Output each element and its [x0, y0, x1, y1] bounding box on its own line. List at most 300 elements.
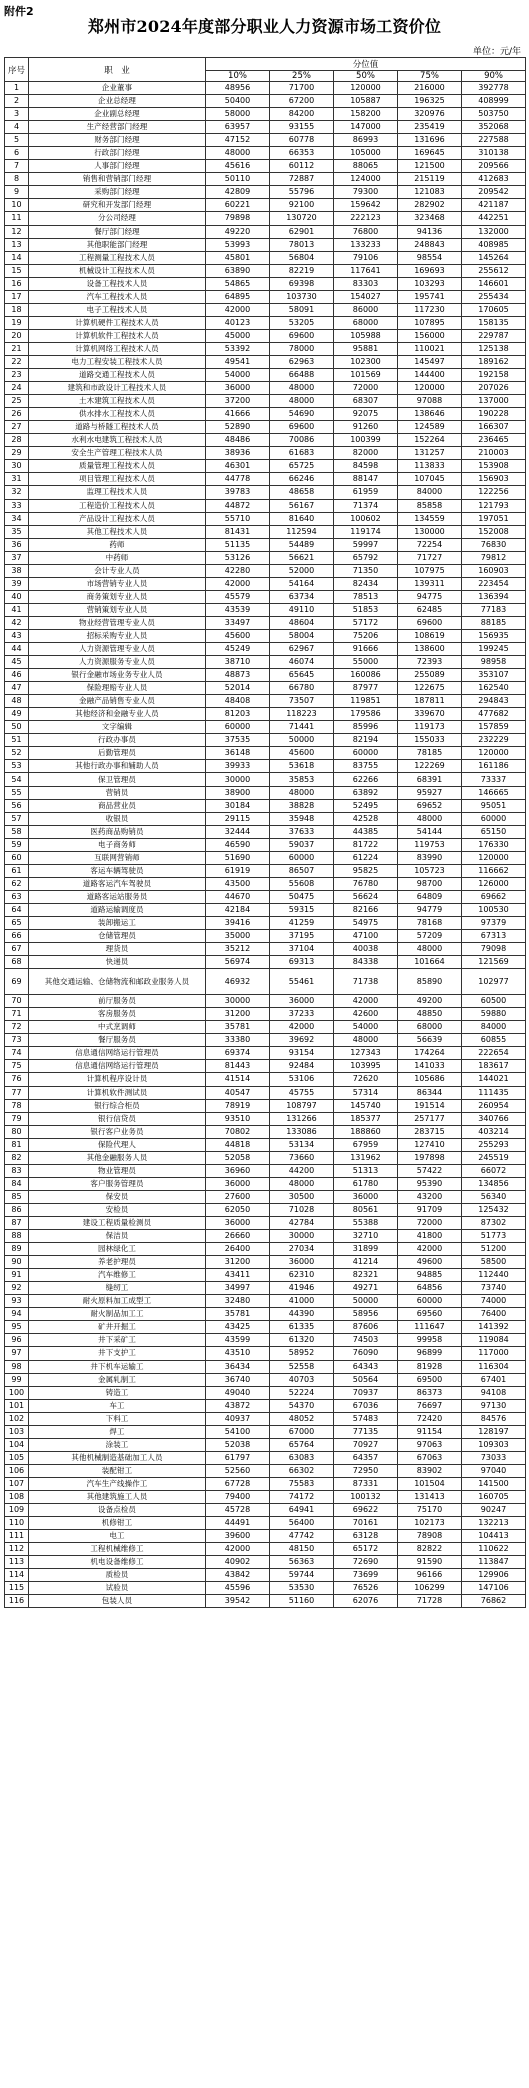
wage-p50: 84598 [334, 460, 398, 473]
occupation-name: 银行客户业务员 [29, 1125, 206, 1138]
table-row [5, 1073, 526, 1086]
table-row [5, 917, 526, 930]
wage-p50: 117641 [334, 264, 398, 277]
wage-p10: 37535 [206, 734, 270, 747]
wage-p50: 119174 [334, 525, 398, 538]
table-row [5, 277, 526, 290]
row-index: 114 [5, 1569, 29, 1582]
wage-p25: 73660 [270, 1151, 334, 1164]
wage-p25: 37633 [270, 825, 334, 838]
table-body [5, 82, 526, 1608]
row-index: 107 [5, 1477, 29, 1490]
occupation-name: 保险代理人 [29, 1138, 206, 1151]
wage-p10: 81431 [206, 525, 270, 538]
wage-p25: 48000 [270, 786, 334, 799]
row-index: 77 [5, 1086, 29, 1099]
wage-p25: 93155 [270, 121, 334, 134]
wage-p75: 169645 [398, 147, 462, 160]
row-index: 31 [5, 473, 29, 486]
table-row [5, 1321, 526, 1334]
wage-p50: 91666 [334, 643, 398, 656]
wage-p50: 71738 [334, 969, 398, 995]
occupation-name: 快递员 [29, 956, 206, 969]
row-index: 29 [5, 447, 29, 460]
wage-p25: 60112 [270, 160, 334, 173]
wage-p50: 105887 [334, 95, 398, 108]
wage-p50: 62266 [334, 773, 398, 786]
wage-p90: 144021 [462, 1073, 526, 1086]
wage-p90: 128197 [462, 1425, 526, 1438]
wage-p50: 102300 [334, 355, 398, 368]
table-row [5, 877, 526, 890]
occupation-name: 采购部门经理 [29, 186, 206, 199]
wage-p10: 45596 [206, 1582, 270, 1595]
table-row [5, 551, 526, 564]
wage-p90: 408999 [462, 95, 526, 108]
wage-p25: 130720 [270, 212, 334, 225]
occupation-name: 其他金融服务人员 [29, 1151, 206, 1164]
table-row [5, 238, 526, 251]
wage-p10: 51135 [206, 538, 270, 551]
wage-p50: 88065 [334, 160, 398, 173]
wage-p75: 98700 [398, 877, 462, 890]
wage-p90: 76862 [462, 1595, 526, 1608]
wage-p75: 86344 [398, 1086, 462, 1099]
table-row [5, 225, 526, 238]
wage-p50: 64357 [334, 1451, 398, 1464]
wage-p10: 54100 [206, 1425, 270, 1438]
table-row [5, 734, 526, 747]
occupation-name: 汽车维修工 [29, 1269, 206, 1282]
row-index: 104 [5, 1438, 29, 1451]
row-index: 76 [5, 1073, 29, 1086]
wage-p50: 100132 [334, 1490, 398, 1503]
occupation-name: 电子商务师 [29, 838, 206, 851]
wage-p25: 69313 [270, 956, 334, 969]
wage-p50: 62076 [334, 1595, 398, 1608]
row-index: 109 [5, 1504, 29, 1517]
wage-p75: 48000 [398, 943, 462, 956]
wage-p90: 73033 [462, 1451, 526, 1464]
wage-p25: 69600 [270, 421, 334, 434]
occupation-name: 质量管理工程技术人员 [29, 460, 206, 473]
wage-p75: 283715 [398, 1125, 462, 1138]
wage-p50: 36000 [334, 1190, 398, 1203]
wage-p10: 45801 [206, 251, 270, 264]
table-row [5, 864, 526, 877]
wage-p75: 57422 [398, 1164, 462, 1177]
row-index: 68 [5, 956, 29, 969]
wage-p50: 61959 [334, 486, 398, 499]
row-index: 9 [5, 186, 29, 199]
wage-p90: 229787 [462, 329, 526, 342]
wage-p75: 121500 [398, 160, 462, 173]
occupation-name: 保卫管理员 [29, 773, 206, 786]
occupation-name: 道路交通工程技术人员 [29, 369, 206, 382]
wage-p50: 63128 [334, 1530, 398, 1543]
wage-p10: 44670 [206, 890, 270, 903]
occupation-name: 银行金融市场业务专业人员 [29, 669, 206, 682]
wage-p25: 53530 [270, 1582, 334, 1595]
occupation-name: 企业董事 [29, 82, 206, 95]
row-index: 4 [5, 121, 29, 134]
table-row [5, 1464, 526, 1477]
row-index: 14 [5, 251, 29, 264]
row-index: 69 [5, 969, 29, 995]
wage-p25: 56804 [270, 251, 334, 264]
occupation-name: 信息通信网络运行管理员 [29, 1060, 206, 1073]
row-index: 57 [5, 812, 29, 825]
occupation-name: 电子工程技术人员 [29, 303, 206, 316]
table-row [5, 421, 526, 434]
wage-p50: 57483 [334, 1412, 398, 1425]
occupation-name: 土木建筑工程技术人员 [29, 395, 206, 408]
wage-p10: 48873 [206, 669, 270, 682]
wage-p10: 61919 [206, 864, 270, 877]
row-index: 32 [5, 486, 29, 499]
wage-p10: 40123 [206, 316, 270, 329]
wage-p75: 69600 [398, 616, 462, 629]
table-row [5, 1438, 526, 1451]
wage-p75: 248843 [398, 238, 462, 251]
wage-p50: 83755 [334, 760, 398, 773]
table-row [5, 786, 526, 799]
wage-p50: 61224 [334, 851, 398, 864]
table-row [5, 82, 526, 95]
wage-p75: 83990 [398, 851, 462, 864]
wage-p75: 134559 [398, 512, 462, 525]
wage-p25: 45600 [270, 747, 334, 760]
table-row [5, 1269, 526, 1282]
wage-p90: 255612 [462, 264, 526, 277]
wage-p50: 101569 [334, 369, 398, 382]
occupation-name: 生产经营部门经理 [29, 121, 206, 134]
row-index: 19 [5, 316, 29, 329]
wage-p75: 124589 [398, 421, 462, 434]
occupation-name: 计算机软件测试员 [29, 1086, 206, 1099]
wage-p10: 53126 [206, 551, 270, 564]
occupation-name: 文字编辑 [29, 721, 206, 734]
wage-p90: 79812 [462, 551, 526, 564]
occupation-name: 研究和开发部门经理 [29, 199, 206, 212]
wage-p10: 49541 [206, 355, 270, 368]
wage-p10: 42000 [206, 577, 270, 590]
wage-p90: 190228 [462, 408, 526, 421]
wage-p25: 48658 [270, 486, 334, 499]
occupation-name: 安检员 [29, 1203, 206, 1216]
wage-p10: 67728 [206, 1477, 270, 1490]
wage-p25: 38828 [270, 799, 334, 812]
wage-p50: 105000 [334, 147, 398, 160]
wage-p75: 215119 [398, 173, 462, 186]
wage-p75: 174264 [398, 1047, 462, 1060]
row-index: 21 [5, 342, 29, 355]
wage-p10: 43842 [206, 1569, 270, 1582]
wage-p25: 48000 [270, 395, 334, 408]
wage-p90: 88185 [462, 616, 526, 629]
wage-p90: 412683 [462, 173, 526, 186]
wage-p50: 76090 [334, 1347, 398, 1360]
table-row [5, 890, 526, 903]
wage-p25: 78000 [270, 342, 334, 355]
wage-p25: 58091 [270, 303, 334, 316]
wage-p50: 68307 [334, 395, 398, 408]
wage-p75: 49600 [398, 1256, 462, 1269]
row-index: 26 [5, 408, 29, 421]
table-row [5, 1530, 526, 1543]
occupation-name: 市场营销专业人员 [29, 577, 206, 590]
occupation-name: 计算机程序设计员 [29, 1073, 206, 1086]
wage-p90: 408985 [462, 238, 526, 251]
wage-p25: 66302 [270, 1464, 334, 1477]
table-row [5, 251, 526, 264]
row-index: 33 [5, 499, 29, 512]
wage-p50: 147000 [334, 121, 398, 134]
table-row [5, 1308, 526, 1321]
wage-p25: 62963 [270, 355, 334, 368]
wage-p50: 124000 [334, 173, 398, 186]
table-row [5, 1203, 526, 1216]
occupation-name: 井下机车运输工 [29, 1360, 206, 1373]
wage-p25: 37104 [270, 943, 334, 956]
wage-p10: 42809 [206, 186, 270, 199]
occupation-name: 汽车生产线操作工 [29, 1477, 206, 1490]
row-index: 98 [5, 1360, 29, 1373]
wage-p10: 56974 [206, 956, 270, 969]
row-index: 18 [5, 303, 29, 316]
table-row [5, 1151, 526, 1164]
wage-p50: 42528 [334, 812, 398, 825]
wage-p25: 48000 [270, 1177, 334, 1190]
wage-p75: 69560 [398, 1308, 462, 1321]
occupation-name: 金属轧制工 [29, 1373, 206, 1386]
wage-p10: 35781 [206, 1021, 270, 1034]
row-index: 115 [5, 1582, 29, 1595]
wage-p75: 138600 [398, 643, 462, 656]
wage-p75: 86373 [398, 1386, 462, 1399]
wage-p50: 79300 [334, 186, 398, 199]
wage-p10: 33497 [206, 616, 270, 629]
wage-p75: 84000 [398, 486, 462, 499]
wage-p75: 119753 [398, 838, 462, 851]
wage-p50: 69622 [334, 1504, 398, 1517]
table-row [5, 473, 526, 486]
wage-p90: 392778 [462, 82, 526, 95]
wage-p10: 48956 [206, 82, 270, 95]
wage-p10: 55710 [206, 512, 270, 525]
wage-p10: 36740 [206, 1373, 270, 1386]
wage-p10: 49220 [206, 225, 270, 238]
table-row [5, 538, 526, 551]
wage-p10: 45579 [206, 590, 270, 603]
table-row [5, 1386, 526, 1399]
wage-p90: 503750 [462, 108, 526, 121]
wage-p75: 323468 [398, 212, 462, 225]
wage-p90: 353107 [462, 669, 526, 682]
row-index: 113 [5, 1556, 29, 1569]
wage-p90: 94108 [462, 1386, 526, 1399]
wage-p90: 158135 [462, 316, 526, 329]
wage-p25: 62967 [270, 643, 334, 656]
wage-p10: 35000 [206, 930, 270, 943]
occupation-name: 财务部门经理 [29, 134, 206, 147]
wage-p90: 421187 [462, 199, 526, 212]
occupation-name: 道路客运汽车驾驶员 [29, 877, 206, 890]
wage-p25: 41946 [270, 1282, 334, 1295]
row-index: 49 [5, 708, 29, 721]
wage-p25: 63083 [270, 1451, 334, 1464]
wage-p10: 54000 [206, 369, 270, 382]
wage-p90: 136394 [462, 590, 526, 603]
wage-p10: 63890 [206, 264, 270, 277]
wage-p25: 82219 [270, 264, 334, 277]
table-row [5, 212, 526, 225]
wage-p50: 50564 [334, 1373, 398, 1386]
wage-p50: 54000 [334, 1021, 398, 1034]
row-index: 87 [5, 1216, 29, 1229]
wage-p50: 71374 [334, 499, 398, 512]
wage-p75: 76697 [398, 1399, 462, 1412]
wage-p75: 105723 [398, 864, 462, 877]
wage-p10: 81443 [206, 1060, 270, 1073]
wage-p90: 197051 [462, 512, 526, 525]
wage-p50: 59997 [334, 538, 398, 551]
wage-p75: 107975 [398, 564, 462, 577]
wage-p75: 71727 [398, 551, 462, 564]
table-row [5, 629, 526, 642]
wage-p10: 69374 [206, 1047, 270, 1060]
wage-p50: 80561 [334, 1203, 398, 1216]
row-index: 7 [5, 160, 29, 173]
wage-p75: 72420 [398, 1412, 462, 1425]
wage-p10: 41514 [206, 1073, 270, 1086]
wage-p90: 156903 [462, 473, 526, 486]
wage-p25: 65725 [270, 460, 334, 473]
wage-p25: 52558 [270, 1360, 334, 1373]
wage-p50: 40038 [334, 943, 398, 956]
wage-p75: 216000 [398, 82, 462, 95]
wage-p75: 131413 [398, 1490, 462, 1503]
occupation-name: 计算机网络工程技术人员 [29, 342, 206, 355]
wage-p10: 45728 [206, 1504, 270, 1517]
wage-p75: 95927 [398, 786, 462, 799]
wage-p25: 59744 [270, 1569, 334, 1582]
occupation-name: 电力工程安装工程技术人员 [29, 355, 206, 368]
wage-p50: 64343 [334, 1360, 398, 1373]
table-row [5, 747, 526, 760]
table-row [5, 1060, 526, 1073]
wage-p90: 87302 [462, 1216, 526, 1229]
occupation-name: 人事部门经理 [29, 160, 206, 173]
wage-p25: 74172 [270, 1490, 334, 1503]
occupation-name: 客运车辆驾驶员 [29, 864, 206, 877]
row-index: 54 [5, 773, 29, 786]
wage-p50: 158200 [334, 108, 398, 121]
wage-p50: 179586 [334, 708, 398, 721]
wage-p25: 62901 [270, 225, 334, 238]
wage-p90: 153908 [462, 460, 526, 473]
wage-p25: 48052 [270, 1412, 334, 1425]
wage-p25: 61335 [270, 1321, 334, 1334]
wage-p10: 29115 [206, 812, 270, 825]
wage-p90: 98958 [462, 656, 526, 669]
wage-p10: 45000 [206, 329, 270, 342]
table-row [5, 1138, 526, 1151]
occupation-name: 收银员 [29, 812, 206, 825]
wage-p75: 64809 [398, 890, 462, 903]
wage-p50: 51853 [334, 603, 398, 616]
wage-p25: 35853 [270, 773, 334, 786]
wage-p50: 83303 [334, 277, 398, 290]
row-index: 5 [5, 134, 29, 147]
table-row [5, 1021, 526, 1034]
occupation-name: 下料工 [29, 1412, 206, 1425]
wage-p50: 65792 [334, 551, 398, 564]
occupation-name: 机械设计工程技术人员 [29, 264, 206, 277]
wage-p75: 122269 [398, 760, 462, 773]
row-index: 94 [5, 1308, 29, 1321]
wage-p10: 62050 [206, 1203, 270, 1216]
row-index: 38 [5, 564, 29, 577]
row-index: 11 [5, 212, 29, 225]
wage-p25: 92484 [270, 1060, 334, 1073]
table-row [5, 930, 526, 943]
wage-p25: 131266 [270, 1112, 334, 1125]
wage-p25: 27034 [270, 1243, 334, 1256]
wage-p10: 39933 [206, 760, 270, 773]
row-index: 103 [5, 1425, 29, 1438]
wage-p75: 43200 [398, 1190, 462, 1203]
occupation-name: 保安员 [29, 1190, 206, 1203]
occupation-name: 人力资源管理专业人员 [29, 643, 206, 656]
wage-p50: 54975 [334, 917, 398, 930]
row-index: 97 [5, 1347, 29, 1360]
row-index: 75 [5, 1060, 29, 1073]
wage-p10: 36000 [206, 382, 270, 395]
occupation-name: 企业副总经理 [29, 108, 206, 121]
wage-p10: 30000 [206, 773, 270, 786]
wage-p75: 99958 [398, 1334, 462, 1347]
occupation-name: 项目管理工程技术人员 [29, 473, 206, 486]
wage-p75: 82822 [398, 1543, 462, 1556]
wage-p50: 67036 [334, 1399, 398, 1412]
occupation-name: 互联网营销师 [29, 851, 206, 864]
table-row [5, 329, 526, 342]
wage-p90: 207026 [462, 382, 526, 395]
row-index: 110 [5, 1517, 29, 1530]
occupation-name: 道路与桥隧工程技术人员 [29, 421, 206, 434]
wage-p50: 86000 [334, 303, 398, 316]
table-row [5, 1517, 526, 1530]
wage-p10: 30000 [206, 995, 270, 1008]
table-row [5, 121, 526, 134]
row-index: 60 [5, 851, 29, 864]
wage-p90: 76830 [462, 538, 526, 551]
wage-p50: 92075 [334, 408, 398, 421]
row-index: 79 [5, 1112, 29, 1125]
wage-p25: 53106 [270, 1073, 334, 1086]
wage-p25: 108797 [270, 1099, 334, 1112]
wage-p25: 36000 [270, 1256, 334, 1269]
row-index: 2 [5, 95, 29, 108]
wage-p75: 145497 [398, 355, 462, 368]
row-index: 66 [5, 930, 29, 943]
wage-p50: 65172 [334, 1543, 398, 1556]
wage-p10: 44872 [206, 499, 270, 512]
occupation-name: 物业管理员 [29, 1164, 206, 1177]
wage-p25: 66246 [270, 473, 334, 486]
occupation-name: 其他交通运输、仓储物流和邮政业服务人员 [29, 969, 206, 995]
